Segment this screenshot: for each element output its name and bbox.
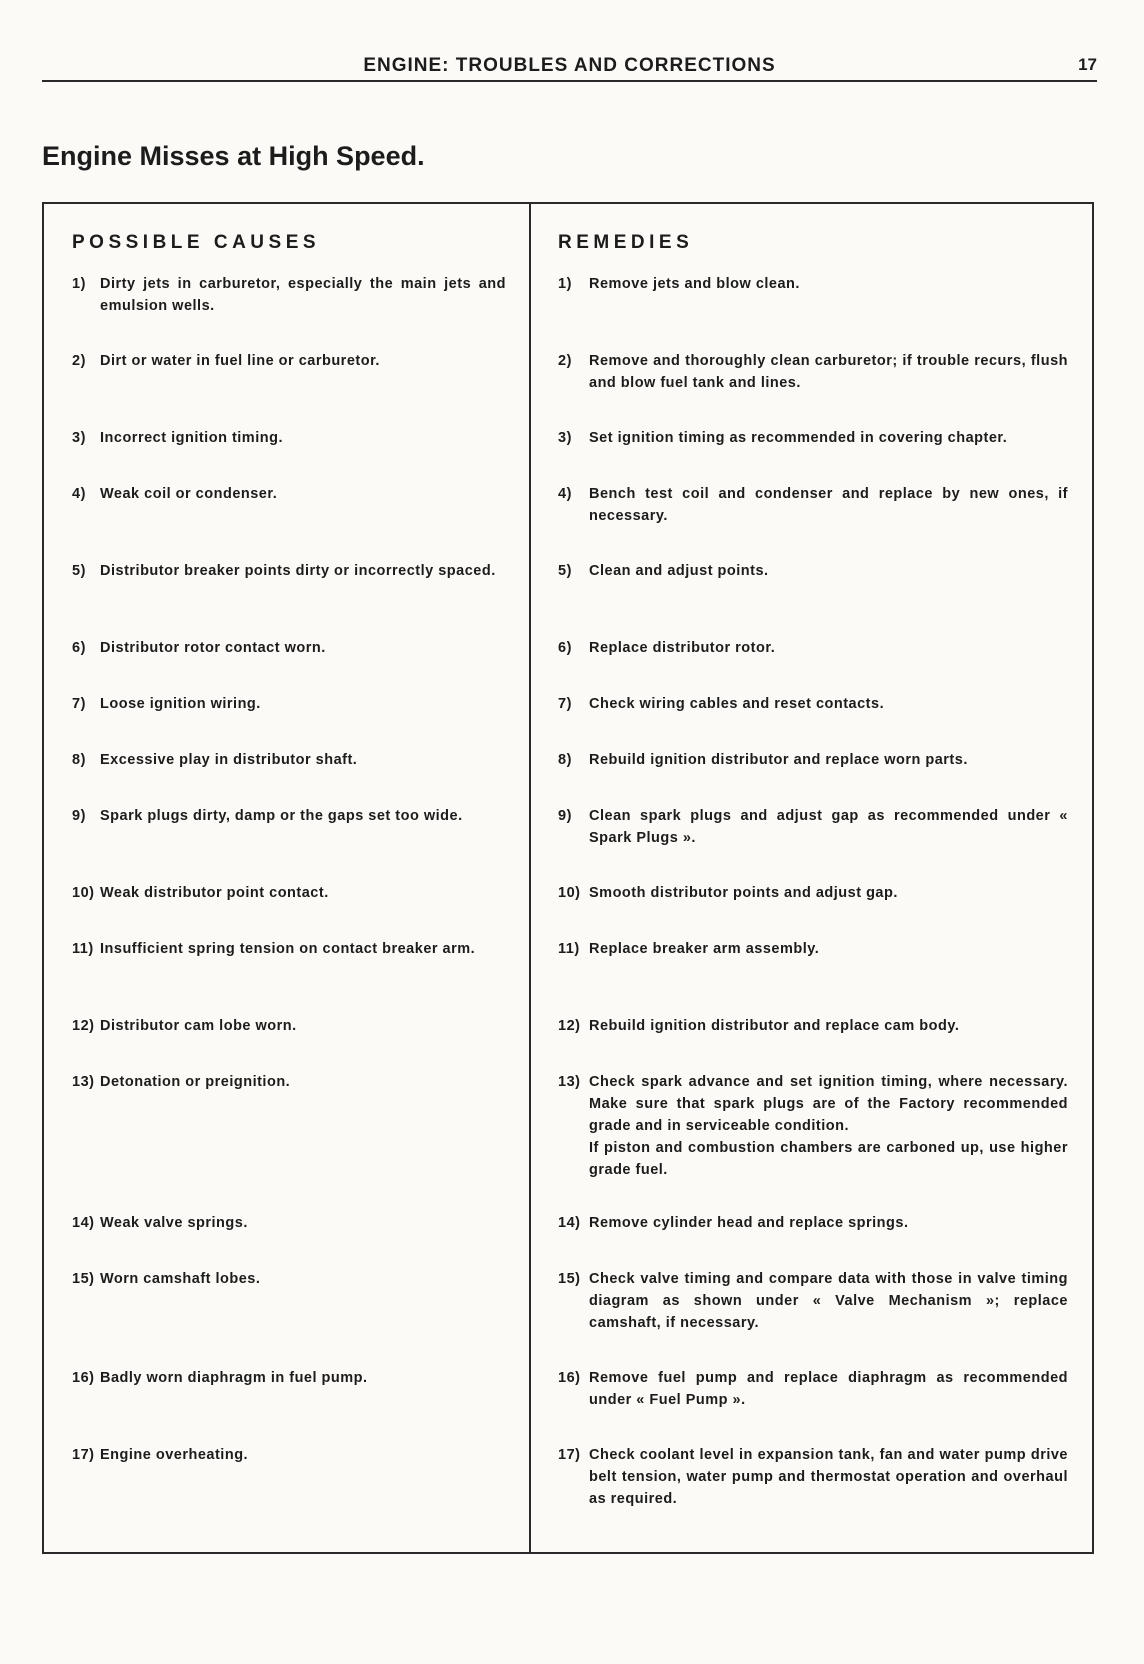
remedy-text [589,1071,1068,1181]
cause-text: Dirty jets in carburetor, especially the main jets and emulsion wells. [100,276,506,314]
cause-item [72,693,506,715]
causes-heading: POSSIBLE CAUSES [72,232,321,253]
cause-item [72,483,506,505]
running-header [42,52,1097,82]
cause-number: 7) [72,696,86,712]
cause-text: Distributor rotor contact worn. [100,640,326,656]
cause-text: Engine overheating. [100,1447,249,1463]
remedy-number: 15) [558,1271,581,1287]
remedy-text: Rebuild ignition distributor and replace worn parts. [589,752,968,768]
remedy-item [558,1367,1068,1411]
remedy-text: Replace distributor rotor. [589,640,776,656]
remedy-item [558,1071,1068,1181]
remedy-text: Set ignition timing as recommended in covering chapter. [589,430,1008,446]
running-title: ENGINE: TROUBLES AND CORRECTIONS [363,55,776,76]
cause-item [72,805,506,827]
remedy-item [558,350,1068,394]
remedy-text: Check valve timing and compare data with those in valve timing diagram as shown under « Valve Mechanism »; replace camshaft, if necessary. [589,1271,1068,1331]
remedy-number: 6) [558,640,572,656]
remedy-number: 2) [558,353,572,369]
cause-item [72,560,506,582]
remedy-number: 16) [558,1370,581,1386]
remedy-number: 11) [558,941,580,957]
cause-number: 9) [72,808,86,824]
cause-number: 15) [72,1271,95,1287]
remedy-item [558,693,1068,715]
cause-number: 3) [72,430,86,446]
cause-item [72,1071,506,1093]
remedy-number: 17) [558,1447,581,1463]
remedy-text: Remove fuel pump and replace diaphragm as recommended under « Fuel Pump ». [589,1370,1068,1408]
cause-item [72,273,506,317]
cause-number: 11) [72,941,94,957]
remedy-item [558,882,1068,904]
remedy-number: 9) [558,808,572,824]
remedy-text: Remove jets and blow clean. [589,276,800,292]
remedy-item [558,560,1068,582]
cause-item [72,938,506,960]
remedy-number: 3) [558,430,572,446]
cause-number: 17) [72,1447,95,1463]
cause-number: 6) [72,640,86,656]
section-title: Engine Misses at High Speed. [42,141,425,171]
troubleshooting-table [42,202,1094,1554]
cause-number: 16) [72,1370,95,1386]
cause-item [72,749,506,771]
remedy-text: Remove cylinder head and replace springs. [589,1215,909,1231]
remedy-text: Check wiring cables and reset contacts. [589,696,885,712]
cause-text: Badly worn diaphragm in fuel pump. [100,1370,368,1386]
remedy-text: Rebuild ignition distributor and replace cam body. [589,1018,960,1034]
cause-item [72,1444,506,1466]
remedy-number: 7) [558,696,572,712]
cause-text: Detonation or preignition. [100,1074,291,1090]
remedy-number: 14) [558,1215,581,1231]
remedy-item [558,1015,1068,1037]
remedy-text: Replace breaker arm assembly. [589,941,820,957]
cause-text: Distributor breaker points dirty or incorrectly spaced. [100,563,496,579]
cause-item [72,1015,506,1037]
column-divider [529,204,531,1552]
remedy-item [558,749,1068,771]
remedy-number: 8) [558,752,572,768]
remedy-text-line: Check spark advance and set ignition timing, where necessary. Make sure that spark plugs are of the Factory recommended grade and in serviceable condition. [589,1074,1068,1134]
cause-item [72,1212,506,1234]
remedy-number: 1) [558,276,572,292]
cause-text: Excessive play in distributor shaft. [100,752,358,768]
cause-text: Spark plugs dirty, damp or the gaps set too wide. [100,808,463,824]
cause-number: 2) [72,353,86,369]
cause-number: 8) [72,752,86,768]
cause-text: Weak distributor point contact. [100,885,329,901]
remedies-heading: REMEDIES [558,232,694,253]
remedy-item [558,1444,1068,1510]
remedy-item [558,1268,1068,1334]
remedy-item [558,805,1068,849]
cause-number: 5) [72,563,86,579]
remedy-item [558,938,1068,960]
remedy-item [558,637,1068,659]
cause-item [72,1367,506,1389]
cause-text: Weak coil or condenser. [100,486,278,502]
remedy-text: Clean and adjust points. [589,563,769,579]
remedy-text: Check coolant level in expansion tank, fan and water pump drive belt tension, water pump and thermostat operation and overhaul as required. [589,1447,1068,1507]
cause-item [72,637,506,659]
cause-item [72,350,506,372]
remedy-text: Smooth distributor points and adjust gap. [589,885,898,901]
cause-text: Loose ignition wiring. [100,696,261,712]
remedy-number: 4) [558,486,572,502]
cause-number: 1) [72,276,86,292]
remedy-number: 13) [558,1074,581,1090]
cause-text: Weak valve springs. [100,1215,248,1231]
remedy-item [558,483,1068,527]
cause-text: Incorrect ignition timing. [100,430,283,446]
remedy-item [558,1212,1068,1234]
cause-text: Insufficient spring tension on contact breaker arm. [100,941,476,957]
page-number: 17 [1078,55,1097,74]
cause-item [72,882,506,904]
cause-number: 12) [72,1018,95,1034]
cause-item [72,1268,506,1290]
remedy-number: 5) [558,563,572,579]
cause-text: Dirt or water in fuel line or carburetor. [100,353,380,369]
cause-number: 14) [72,1215,95,1231]
remedy-text-line: If piston and combustion chambers are carboned up, use higher grade fuel. [589,1140,1068,1178]
remedy-item [558,427,1068,449]
remedy-number: 12) [558,1018,581,1034]
cause-item [72,427,506,449]
remedy-text: Bench test coil and condenser and replace by new ones, if necessary. [589,486,1068,524]
remedy-item [558,273,1068,295]
cause-text: Worn camshaft lobes. [100,1271,261,1287]
cause-number: 4) [72,486,86,502]
cause-number: 13) [72,1074,95,1090]
cause-text: Distributor cam lobe worn. [100,1018,297,1034]
remedy-text: Clean spark plugs and adjust gap as recommended under « Spark Plugs ». [589,808,1068,846]
remedy-text: Remove and thoroughly clean carburetor; if trouble recurs, flush and blow fuel tank and lines. [589,353,1068,391]
cause-number: 10) [72,885,95,901]
remedy-number: 10) [558,885,581,901]
